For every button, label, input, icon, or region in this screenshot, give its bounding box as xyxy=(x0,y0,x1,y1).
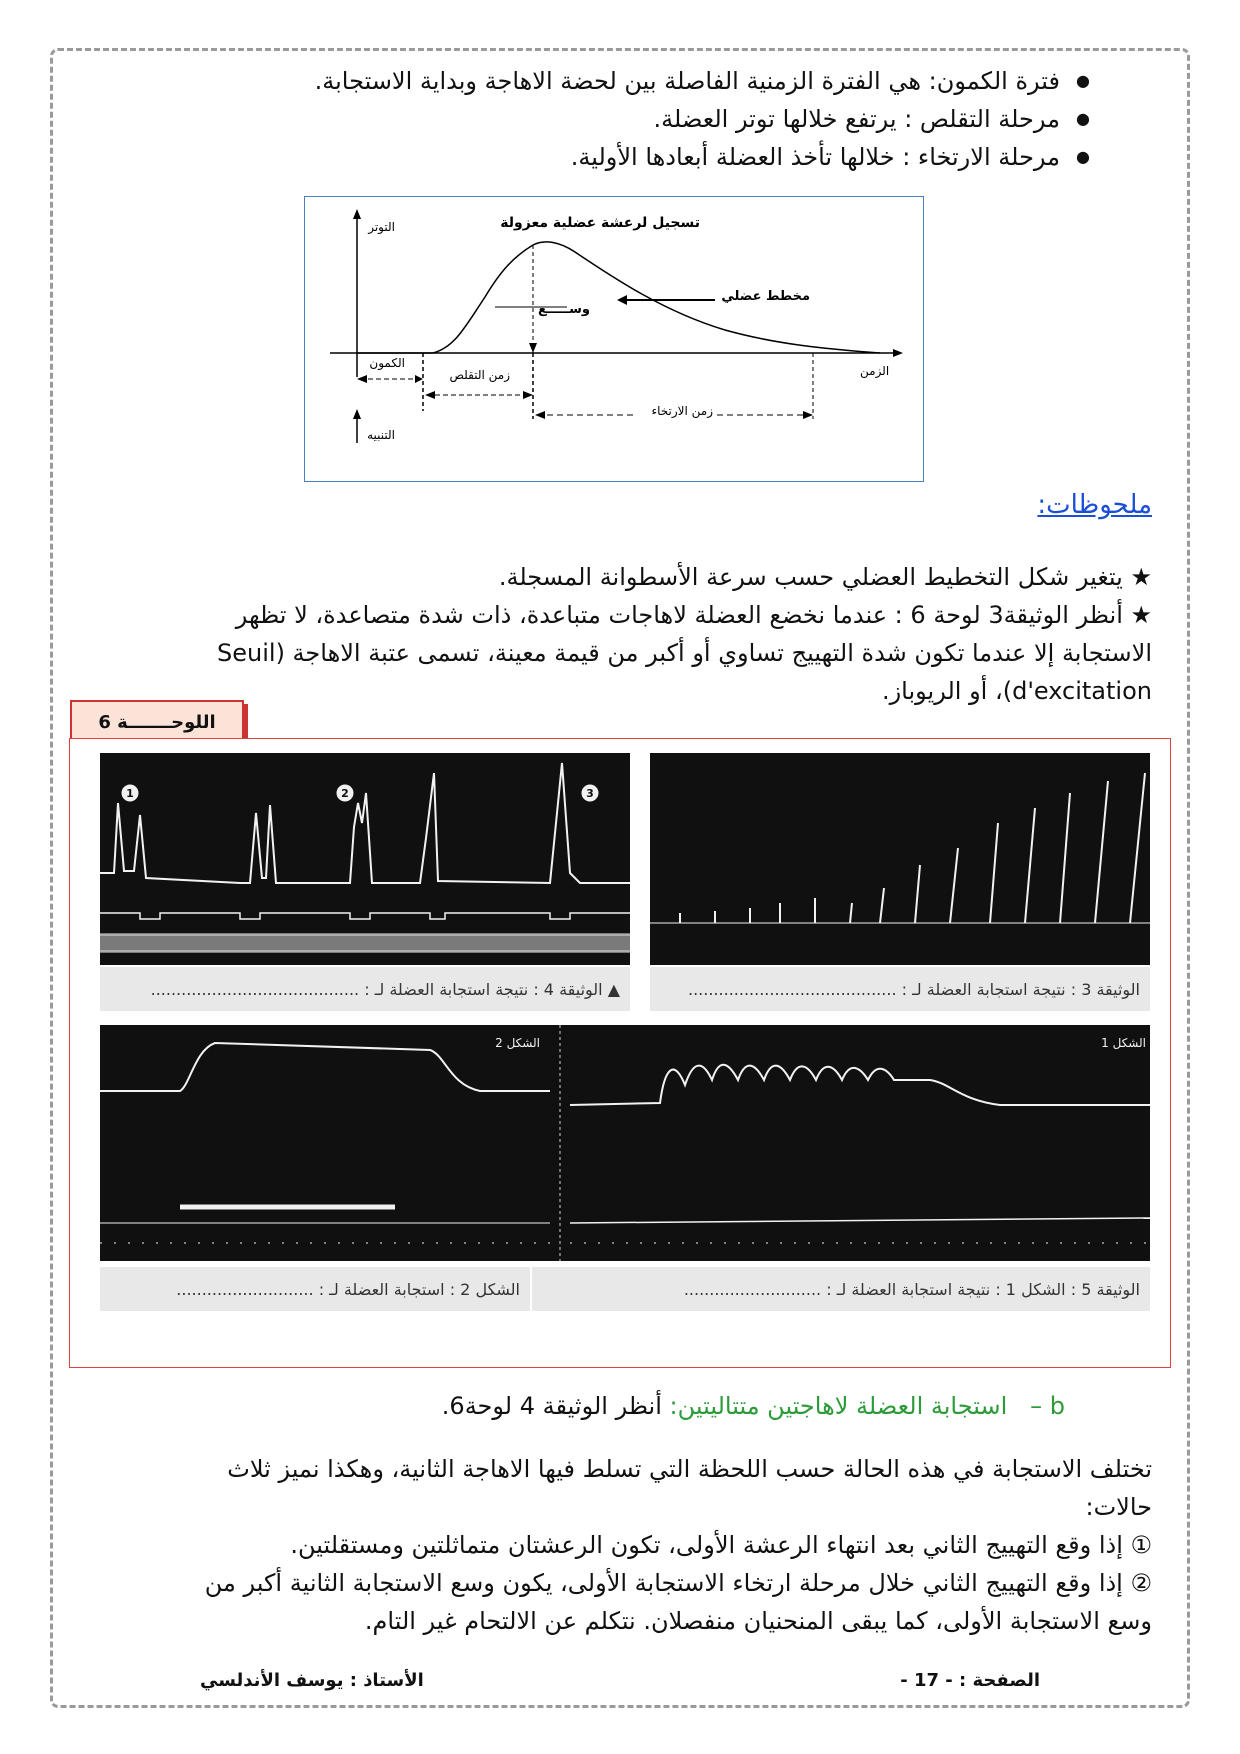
figure-2-tag: الشكل 2 xyxy=(495,1036,540,1050)
plate-6 xyxy=(69,738,1171,1368)
paragraph-b-line: تختلف الاستجابة في هذه الحالة حسب اللحظة التي تسلط فيها الاهاجة الثانية، وهكذا نميز ثلاث xyxy=(227,1455,1152,1483)
note-2 xyxy=(87,596,1152,710)
bullet-latency: ● فترة الكمون: هي الفترة الزمنية الفاصلة بين لحضة الاهاجة وبداية الاستجابة. xyxy=(190,62,1090,100)
bullet-contraction: ● مرحلة التقلص : يرتفع خلالها توتر العضلة. xyxy=(190,100,1090,138)
paragraph-b-line: حالات: xyxy=(1085,1493,1152,1521)
document-4-caption: ▲ الوثيقة 4 : نتيجة استجابة العضلة لـ : ......................................... xyxy=(100,967,630,1011)
document-4-trace xyxy=(100,753,630,965)
twitch-title: تسجيل لرعشة عضلية معزولة xyxy=(500,215,700,231)
note-2-line: ★ أنظر الوثيقة3 لوحة 6 : عندما نخضع العضلة لاهاجات متباعدة، ذات شدة متصاعدة، لا تظهر xyxy=(235,601,1152,629)
curve-label: مخطط عضلي xyxy=(721,289,810,304)
document-3-caption: الوثيقة 3 : نتيجة استجابة العضلة لـ : ......................................... xyxy=(650,967,1150,1011)
twitch-diagram xyxy=(305,197,923,481)
note-2-line: الاستجابة إلا عندما تكون شدة التهييج تساوي أو أكبر من قيمة معينة، تسمى عتبة الاهاجة (Seuil xyxy=(217,639,1152,667)
notes-heading: ملحوظات: xyxy=(1037,490,1152,520)
footer-page-number: الصفحة : - 17 - xyxy=(900,1670,1040,1691)
marker-2: 2 xyxy=(341,787,349,800)
section-b-ref: أنظر الوثيقة 4 لوحة6. xyxy=(441,1392,662,1420)
relaxation-label: زمن الارتخاء xyxy=(651,404,713,418)
contraction-label: زمن التقلص xyxy=(449,368,510,382)
latency-label: الكمون xyxy=(369,356,405,370)
x-axis-label: الزمن xyxy=(860,364,890,378)
document-3-trace xyxy=(650,753,1150,965)
stimulus-label: التنبيه xyxy=(367,428,395,442)
footer-teacher: الأستاذ : يوسف الأندلسي xyxy=(200,1670,424,1691)
case-2-line: ② إذا وقع التهييج الثاني خلال مرحلة ارتخاء الاستجابة الأولى، يكون وسع الاستجابة الثانية أكبر من xyxy=(204,1569,1152,1597)
case-1: ① إذا وقع التهييج الثاني بعد انتهاء الرعشة الأولى، تكون الرعشتان متماثلتين ومستقلتين. xyxy=(290,1531,1152,1559)
twitch-figure xyxy=(304,196,924,482)
section-b-prefix: b – xyxy=(1030,1392,1065,1420)
marker-3: 3 xyxy=(586,787,594,800)
note-1: ★ يتغير شكل التخطيط العضلي حسب سرعة الأسطوانة المسجلة. xyxy=(498,563,1152,591)
section-b-title: استجابة العضلة لاهاجتين متتاليتين: xyxy=(669,1392,1008,1420)
bullet-relaxation: ● مرحلة الارتخاء : خلالها تأخذ العضلة أبعادها الأولية. xyxy=(190,138,1090,176)
marker-1: 1 xyxy=(126,787,134,800)
plate-label: اللوحـــــــة 6 xyxy=(70,700,244,744)
amplitude-label: وســـــع xyxy=(538,302,590,317)
y-axis-label: التوتر xyxy=(368,220,395,234)
figure-1-tag: الشكل 1 xyxy=(1101,1036,1146,1050)
case-2 xyxy=(87,1564,1152,1640)
document-5-caption-right: الوثيقة 5 : الشكل 1 : نتيجة استجابة العضلة لـ : ........................... xyxy=(532,1267,1150,1311)
section-b-heading xyxy=(442,1392,1065,1420)
definition-list xyxy=(190,62,1090,176)
document-5-trace xyxy=(100,1025,1150,1261)
paragraph-b xyxy=(87,1450,1152,1526)
document-5-caption-left: الشكل 2 : استجابة العضلة لـ : ........................... xyxy=(100,1267,530,1311)
case-2-line: وسع الاستجابة الأولى، كما يبقى المنحنيان منفصلان. نتكلم عن الالتحام غير التام. xyxy=(364,1607,1152,1635)
note-2-line: d'excitation)، أو الريوباز. xyxy=(881,677,1152,705)
